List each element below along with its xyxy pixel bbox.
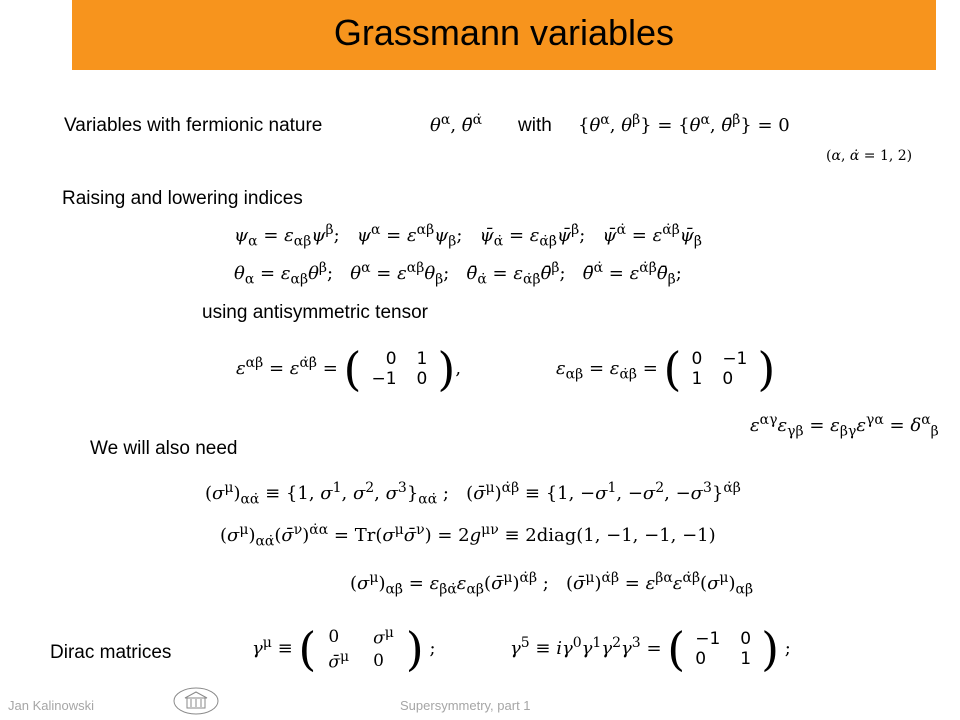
also-need-text: We will also need xyxy=(90,438,238,459)
equation-sigma-trace: $(\sigma^\mu)_{\alpha\alphȧ}(\sigmā^\nu)^{\alphȧ\alpha}$ = $Tr(\sigma^\mu\sigmā^\nu) = 2g^{\mu\nu}$ ≡ 2diag(1, −1, −1, −1) xyxy=(220,522,716,550)
raising-lowering-text: Raising and lowering indices xyxy=(62,188,303,209)
equation-sigma-definition: $(\sigma^\mu)_{\alpha\alphȧ} \equiv \{1$, $\sigma^1$, $\sigma^2$, $\sigma^3\}_{\alpha\alphȧ}$ ; (σ̄$^\mu$)$^{\alphȧ\beta}$ ≡ {1, $-\sigma^1$, $-\sigma^2$, $-\sigma^3\}^{\alphȧ\beta}$ xyxy=(205,480,741,508)
equation-theta-variables: $\theta^\alpha$, θ̄$^{\alphȧ}$ xyxy=(430,112,483,136)
equation-gamma-five: $\gamma^5 \equiv i\gamma^0\gamma^1\gamma^2\gamma^3$ = ( −1 0 0 1 ) ; xyxy=(510,622,791,676)
equation-theta-indices: $\theta_\alpha = \varepsilon_{\alpha\beta}\theta^\beta$; $\theta^\alpha = \varepsilon^{\alpha\beta}\theta_\beta$; $\thetā_{\alphȧ}$ = $\varepsilon_{\alphȧ\betȧ}\thetā^{\betȧ}$; θ̄$^{\alphȧ}$ = $\varepsilon^{\alphȧ\betȧ}\thetā_{\betȧ}$; xyxy=(234,260,682,288)
equation-index-range: (α, α̇ = 1, 2) xyxy=(826,148,913,164)
dirac-matrices-text: Dirac matrices xyxy=(50,642,172,663)
slide-title: Grassmann variables xyxy=(333,12,675,53)
equation-epsilon-upper: $\varepsilon^{\alpha\beta} = \varepsilon^{\alphȧ\betȧ}$ = ( 0 1 −1 0 ), xyxy=(236,342,462,396)
fermionic-text: Variables with fermionic nature xyxy=(64,115,323,136)
equation-sigma-relations: $(\sigma^\mu)_{\alpha\betȧ}$ = $\varepsilon_{\betȧ\alphȧ}\varepsilon_{\alpha\beta}(\sigmā^\mu)^{\alphȧ\beta}$ ; (σ̄$^\mu$)$^{\alphȧ\beta}$ = $\varepsilon^{\beta\alpha}\varepsilon^{\alphȧ\betȧ}(\sigma^\mu)_{\alpha\betȧ}$ xyxy=(350,570,754,598)
equation-psi-indices: $\psi_\alpha = \varepsilon_{\alpha\beta}\psi^\beta$; $\psi^\alpha = \varepsilon^{\alpha\beta}\psi_\beta$; $\psī_{\alphȧ}$ = $\varepsilon_{\alphȧ\betȧ}\psī^{\betȧ}$; ψ̄$^{\alphȧ}$ = $\varepsilon^{\alphȧ\betȧ}\psī_{\betȧ}$ xyxy=(234,222,703,250)
footer-author: Jan Kalinowski xyxy=(8,698,94,713)
antisymmetric-tensor-text: using antisymmetric tensor xyxy=(202,302,428,323)
title-bar xyxy=(72,0,936,70)
footer-course: Supersymmetry, part 1 xyxy=(400,698,531,713)
with-text: with xyxy=(518,115,552,136)
equation-epsilon-lower: $\varepsilon_{\alpha\beta} = \varepsilon_{\alphȧ\betȧ}$ = ( 0 −1 1 0 ) xyxy=(556,342,776,396)
equation-gamma-mu: $\gamma^\mu$ ≡ ( 0 $\sigma^\mu$ σ̄$^\mu$ 0 ) ; xyxy=(252,622,436,676)
equation-anticommutator: {$\theta^\alpha$, $\theta^\beta\} = \{\theta^\alpha$, θ̄$^{\betȧ}$} = 0 xyxy=(578,112,790,136)
equation-epsilon-delta: $\varepsilon^{\alpha\gamma}\varepsilon_{\gamma\beta} = \varepsilon_{\beta\gamma}\varepsilon^{\gamma\alpha} = \delta^\alpha_\beta$ xyxy=(750,412,939,440)
university-logo xyxy=(170,686,222,716)
